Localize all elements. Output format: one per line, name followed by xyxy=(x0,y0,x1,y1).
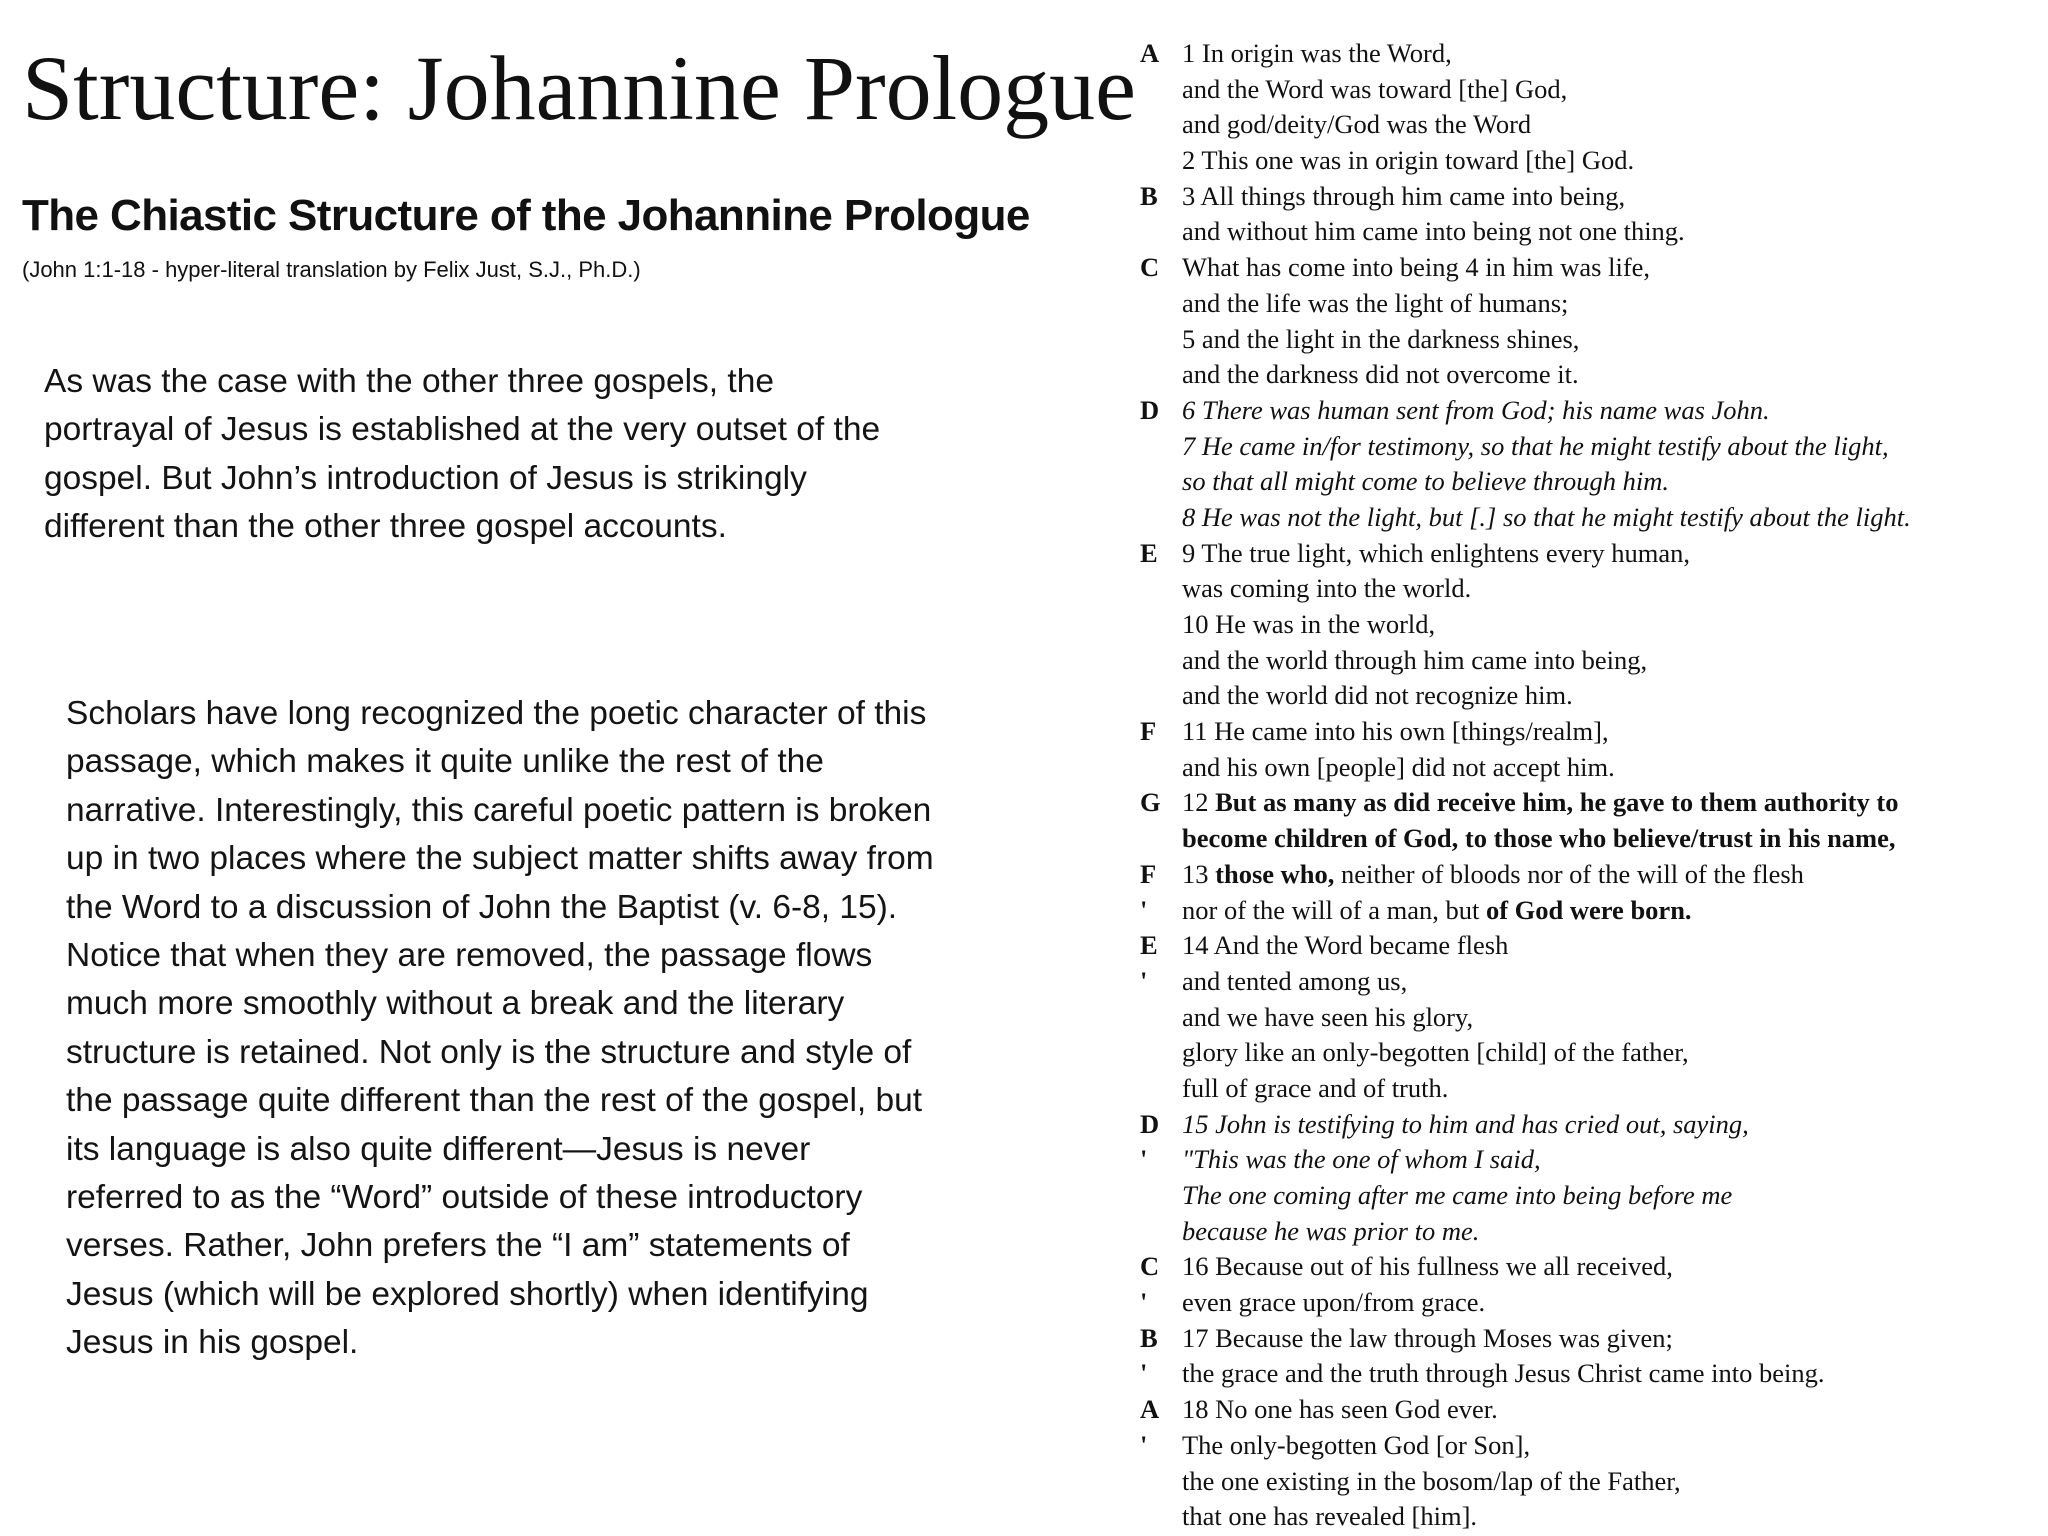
chiasm-plain-text: neither of bloods nor of the will of the flesh xyxy=(1334,858,1804,889)
source-note: (John 1:1-18 - hyper-literal translation by Felix Just, S.J., Ph.D.) xyxy=(22,257,641,282)
chiasm-text: 2 This one was in origin toward [the] God. xyxy=(1182,145,1635,176)
chiasm-line xyxy=(1140,785,2040,821)
chiasm-marker: ' xyxy=(1140,1429,1148,1460)
chiasm-line xyxy=(1140,1107,2040,1143)
chiasm-marker: ' xyxy=(1140,1358,1148,1389)
chiasm-text: glory like an only-begotten [child] of the father, xyxy=(1182,1037,1689,1068)
chiasm-line xyxy=(1140,179,2040,215)
chiasm-text: and without him came into being not one thing. xyxy=(1182,216,1685,247)
chiasm-text: the grace and the truth through Jesus Christ came into being. xyxy=(1182,1358,1825,1389)
chiasm-marker: F xyxy=(1140,716,1157,747)
chiasm-text: and the Word was toward [the] God, xyxy=(1182,73,1568,104)
chiasm-line xyxy=(1140,1285,2040,1321)
chiasm-marker: ' xyxy=(1140,965,1148,996)
chiasm-line xyxy=(1140,1428,2040,1464)
chiasm-line xyxy=(1140,357,2040,393)
chiasm-text: full of grace and of truth. xyxy=(1182,1072,1449,1103)
chiasm-text: that one has revealed [him]. xyxy=(1182,1501,1478,1532)
chiasm-line xyxy=(1140,643,2040,679)
chiasm-line xyxy=(1140,1392,2040,1428)
chiasm-text: and tented among us, xyxy=(1182,965,1408,996)
chiasm-marker xyxy=(1140,1000,1182,1036)
chiasm-line xyxy=(1140,678,2040,714)
chiasm-line xyxy=(1140,1000,2040,1036)
chiasm-bold-text: become children of God, to those who believe/trust in his name, xyxy=(1182,823,1896,854)
chiasm-bold-text: of God were born. xyxy=(1485,894,1692,925)
chiasm-text: and the life was the light of humans; xyxy=(1182,287,1569,318)
chiasm-line xyxy=(1140,928,2040,964)
chiasm-text: 3 All things through him came into being, xyxy=(1182,180,1626,211)
chiasm-text: because he was prior to me. xyxy=(1182,1215,1480,1246)
chiasm-text: the one existing in the bosom/lap of the Father, xyxy=(1182,1465,1681,1496)
chiasm-text: and the world did not recognize him. xyxy=(1182,680,1573,711)
chiasm-line xyxy=(1140,1214,2040,1250)
chiasm-text: 16 Because out of his fullness we all received, xyxy=(1182,1251,1673,1282)
chiasm-line xyxy=(1140,322,2040,358)
chiasm-marker: ' xyxy=(1140,1287,1148,1318)
scholars-paragraph: Scholars have long recognized the poetic character of this passage, which makes it quite unlike the rest of the narrative. Interestingly, this careful poetic pattern is broken up in two places where the subject matter shifts away from the Word to a discussion of John the Baptist (v. 6-8, 15). Notice that when they are removed, the passage flows much more smoothly without a break and the literary structure is retained. Not only is the structure and style of the passage quite different than the rest of the gospel, but its language is also quite different—Jesus is never referred to as the “Word” outside of these introductory verses. Rather, John prefers the “I am” statements of Jesus (which will be explored shortly) when identifying Jesus in his gospel. xyxy=(66,695,934,1362)
chiasm-line xyxy=(1140,143,2040,179)
chiasm-line xyxy=(1140,393,2040,429)
chiasm-text xyxy=(1182,857,2040,893)
chiasm-text: 11 He came into his own [things/realm], xyxy=(1182,716,1609,747)
chiasm-marker: C xyxy=(1140,1251,1160,1282)
chiasm-text: and the darkness did not overcome it. xyxy=(1182,359,1579,390)
chiasm-marker: D xyxy=(1140,394,1160,425)
chiasm-line xyxy=(1140,607,2040,643)
intro-paragraph: As was the case with the other three gospels, the portrayal of Jesus is established at the very outset of the gospel. But John’s introduction of Jesus is strikingly different than the other three gospel accounts. xyxy=(44,363,881,546)
chiasm-marker: F xyxy=(1140,858,1157,889)
chiasm-text: and god/deity/God was the Word xyxy=(1182,109,1532,140)
chiasm-line xyxy=(1140,750,2040,786)
chiasm-marker xyxy=(1140,607,1182,643)
chiasm-text: 10 He was in the world, xyxy=(1182,609,1436,639)
chiasm-marker: E xyxy=(1140,537,1158,568)
chiasm-line xyxy=(1140,1321,2040,1357)
chiasm-line xyxy=(1140,821,2040,857)
chiasm-text xyxy=(1182,821,2040,857)
chiasm-text: and his own [people] did not accept him. xyxy=(1182,751,1615,782)
chiasm-text: and the world through him came into being, xyxy=(1182,644,1648,675)
chiasm-marker xyxy=(1140,72,1182,108)
chiasm-line xyxy=(1140,500,2040,536)
chiasm-text xyxy=(1182,785,2040,821)
chiasm-marker xyxy=(1140,1499,1182,1535)
chiasm-marker: G xyxy=(1140,787,1161,818)
chiasm-marker xyxy=(1140,464,1182,500)
chiasm-line xyxy=(1140,536,2040,572)
chiasm-marker: E xyxy=(1140,930,1158,961)
chiasm-marker xyxy=(1140,821,1182,857)
chiasm-marker xyxy=(1140,322,1182,358)
chiasm-text: 14 And the Word became flesh xyxy=(1182,930,1509,961)
chiasm-line xyxy=(1140,464,2040,500)
chiastic-structure-list xyxy=(1140,36,2040,1535)
chiasm-line xyxy=(1140,429,2040,465)
chiasm-line xyxy=(1140,1499,2040,1535)
chiasm-marker xyxy=(1140,286,1182,322)
chiasm-marker: B xyxy=(1140,180,1158,211)
chiasm-marker xyxy=(1140,750,1182,786)
chiasm-marker xyxy=(1140,571,1182,607)
chiasm-text: The only-begotten God [or Son], xyxy=(1182,1429,1531,1460)
chiasm-plain-text: nor of the will of a man, but xyxy=(1182,894,1486,925)
chiasm-line xyxy=(1140,1356,2040,1392)
chiasm-line xyxy=(1140,286,2040,322)
chiasm-marker xyxy=(1140,500,1182,536)
chiasm-line xyxy=(1140,36,2040,72)
chiasm-marker xyxy=(1140,214,1182,250)
chiasm-text: 17 Because the law through Moses was given; xyxy=(1182,1322,1673,1353)
chiasm-bold-text: those who, xyxy=(1215,858,1335,889)
chiasm-text: "This was the one of whom I said, xyxy=(1182,1144,1541,1175)
chiasm-line xyxy=(1140,571,2040,607)
chiasm-text: even grace upon/from grace. xyxy=(1182,1287,1486,1318)
chiasm-line xyxy=(1140,714,2040,750)
chiasm-marker xyxy=(1140,357,1182,393)
chiasm-line xyxy=(1140,964,2040,1000)
chiasm-marker xyxy=(1140,143,1182,179)
chiasm-marker xyxy=(1140,107,1182,143)
chiasm-marker xyxy=(1140,1178,1182,1214)
chiasm-text: 1 In origin was the Word, xyxy=(1182,38,1452,68)
chiasm-text: 6 There was human sent from God; his name was John. xyxy=(1182,394,1770,425)
chiasm-text: 18 No one has seen God ever. xyxy=(1182,1394,1498,1425)
slide-title: Structure: Johannine Prologue xyxy=(22,37,1137,139)
chiasm-line xyxy=(1140,1178,2040,1214)
chiasm-line xyxy=(1140,1249,2040,1285)
chiasm-line xyxy=(1140,1071,2040,1107)
chiasm-line xyxy=(1140,72,2040,108)
chiasm-bold-text: But as many as did receive him, he gave to them authority to xyxy=(1215,787,1899,818)
chiasm-line xyxy=(1140,857,2040,893)
chiasm-text: 9 The true light, which enlightens every human, xyxy=(1182,537,1691,568)
chiasm-text: so that all might come to believe through him. xyxy=(1182,466,1669,497)
chiasm-marker: A xyxy=(1140,38,1160,68)
chiasm-marker: ' xyxy=(1140,894,1148,925)
chiasm-line xyxy=(1140,893,2040,929)
chiasm-marker xyxy=(1140,1464,1182,1500)
chiasm-marker: A xyxy=(1140,1394,1160,1425)
chiasm-marker: ' xyxy=(1140,1144,1148,1175)
chiasm-text: The one coming after me came into being before me xyxy=(1182,1180,1733,1210)
chiasm-line xyxy=(1140,1035,2040,1071)
chiasm-marker xyxy=(1140,1035,1182,1071)
slide-subtitle: The Chiastic Structure of the Johannine Prologue xyxy=(22,191,1030,240)
chiasm-line xyxy=(1140,250,2040,286)
chiasm-plain-text: 13 xyxy=(1182,858,1216,889)
chiasm-text: and we have seen his glory, xyxy=(1182,1001,1474,1032)
chiasm-line xyxy=(1140,1142,2040,1178)
chiasm-line xyxy=(1140,214,2040,250)
chiasm-text: What has come into being 4 in him was life, xyxy=(1182,252,1651,283)
chiasm-marker: D xyxy=(1140,1108,1160,1139)
chiasm-marker xyxy=(1140,643,1182,679)
chiasm-marker xyxy=(1140,429,1182,465)
chiasm-line xyxy=(1140,1464,2040,1500)
chiasm-marker xyxy=(1140,1214,1182,1250)
chiasm-text: 5 and the light in the darkness shines, xyxy=(1182,323,1580,354)
chiasm-text: 7 He came in/for testimony, so that he might testify about the light, xyxy=(1182,430,1889,461)
chiasm-line xyxy=(1140,107,2040,143)
chiasm-text: 15 John is testifying to him and has cried out, saying, xyxy=(1182,1108,1749,1139)
chiasm-text: 8 He was not the light, but [.] so that he might testify about the light. xyxy=(1182,501,1911,532)
chiasm-marker: C xyxy=(1140,252,1160,283)
chiasm-text: was coming into the world. xyxy=(1182,573,1472,604)
chiasm-marker xyxy=(1140,1071,1182,1107)
chiasm-text xyxy=(1182,893,2040,929)
chiasm-marker: B xyxy=(1140,1322,1158,1353)
chiasm-plain-text: 12 xyxy=(1182,787,1216,818)
chiasm-marker xyxy=(1140,678,1182,714)
